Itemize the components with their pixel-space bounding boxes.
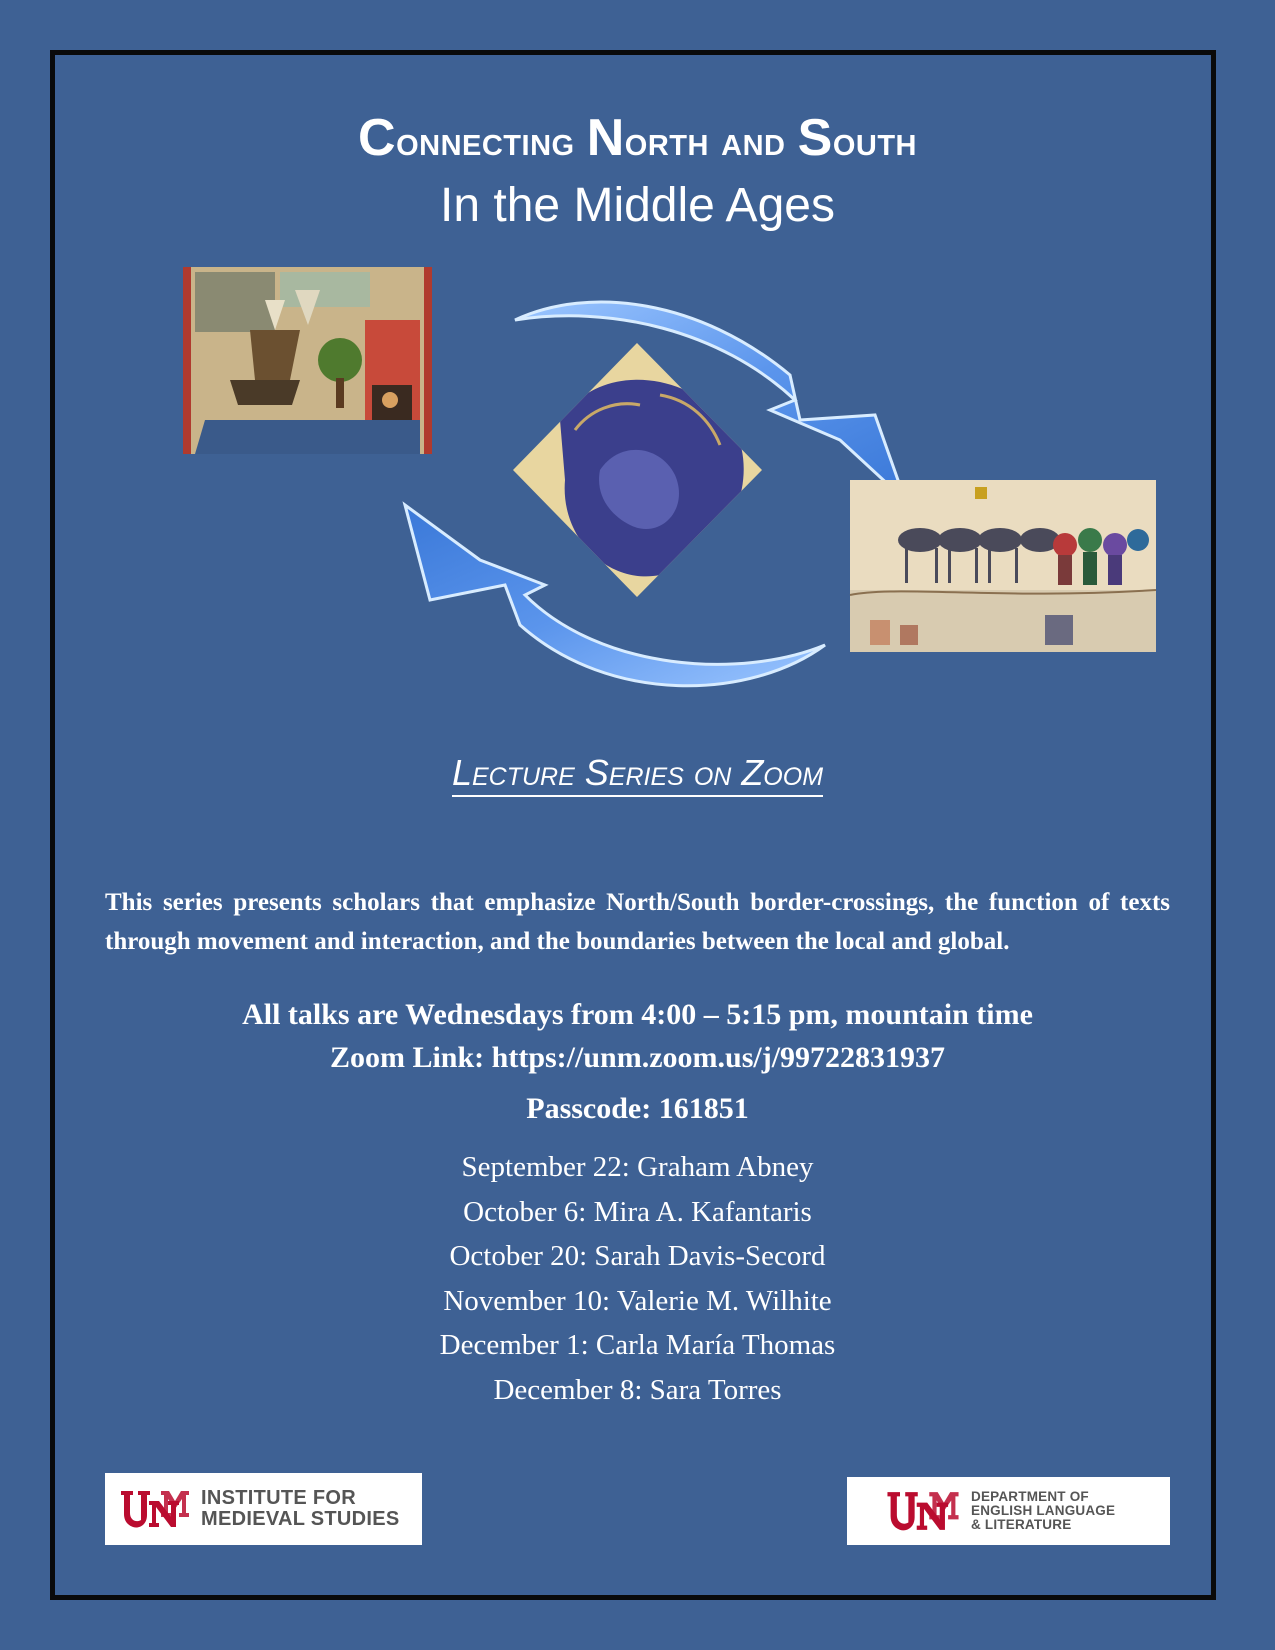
- logo-text: INSTITUTE FOR MEDIEVAL STUDIES: [201, 1487, 400, 1530]
- title-word: South: [797, 109, 917, 167]
- schedule-info: [0, 993, 1275, 1079]
- zoom-link[interactable]: Zoom Link: https://unm.zoom.us/j/99722831937: [329, 1041, 946, 1074]
- unm-logo-icon: [885, 1488, 961, 1534]
- time-info: All talks are Wednesdays from 4:00 – 5:15 pm, mountain time: [242, 998, 1033, 1031]
- world-map-image: [513, 343, 762, 597]
- manuscript-harbor-image: [183, 267, 432, 454]
- title-word: and: [721, 117, 798, 164]
- unm-logo-icon: [119, 1487, 191, 1531]
- talk-item: December 8: Sara Torres: [493, 1373, 782, 1406]
- talk-item: December 1: Carla María Thomas: [439, 1329, 836, 1361]
- medieval-studies-logo: [105, 1473, 422, 1545]
- illustration-area: [0, 0, 1275, 720]
- talk-item: October 20: Sarah Davis-Secord: [449, 1240, 826, 1272]
- logo-text: DEPARTMENT OF ENGLISH LANGUAGE & LITERATURE: [971, 1489, 1116, 1532]
- title-word: North: [586, 109, 722, 167]
- talk-item: September 22: Graham Abney: [461, 1151, 814, 1183]
- passcode: Passcode: 161851: [526, 1092, 749, 1125]
- title-word: Connecting: [358, 109, 587, 167]
- caravan-map-image: [850, 480, 1156, 652]
- talk-item: November 10: Valerie M. Wilhite: [443, 1284, 832, 1317]
- series-description: This series presents scholars that emphasize North/South border-crossings, the function of texts through movement and interaction, and the boundaries between the local and global.: [105, 889, 1170, 955]
- english-dept-logo: [847, 1477, 1170, 1545]
- section-heading: Lecture Series on Zoom: [0, 752, 1275, 794]
- poster-subtitle: In the Middle Ages: [440, 179, 835, 232]
- talk-item: October 6: Mira A. Kafantaris: [463, 1195, 812, 1228]
- talks-list: [0, 1145, 1275, 1412]
